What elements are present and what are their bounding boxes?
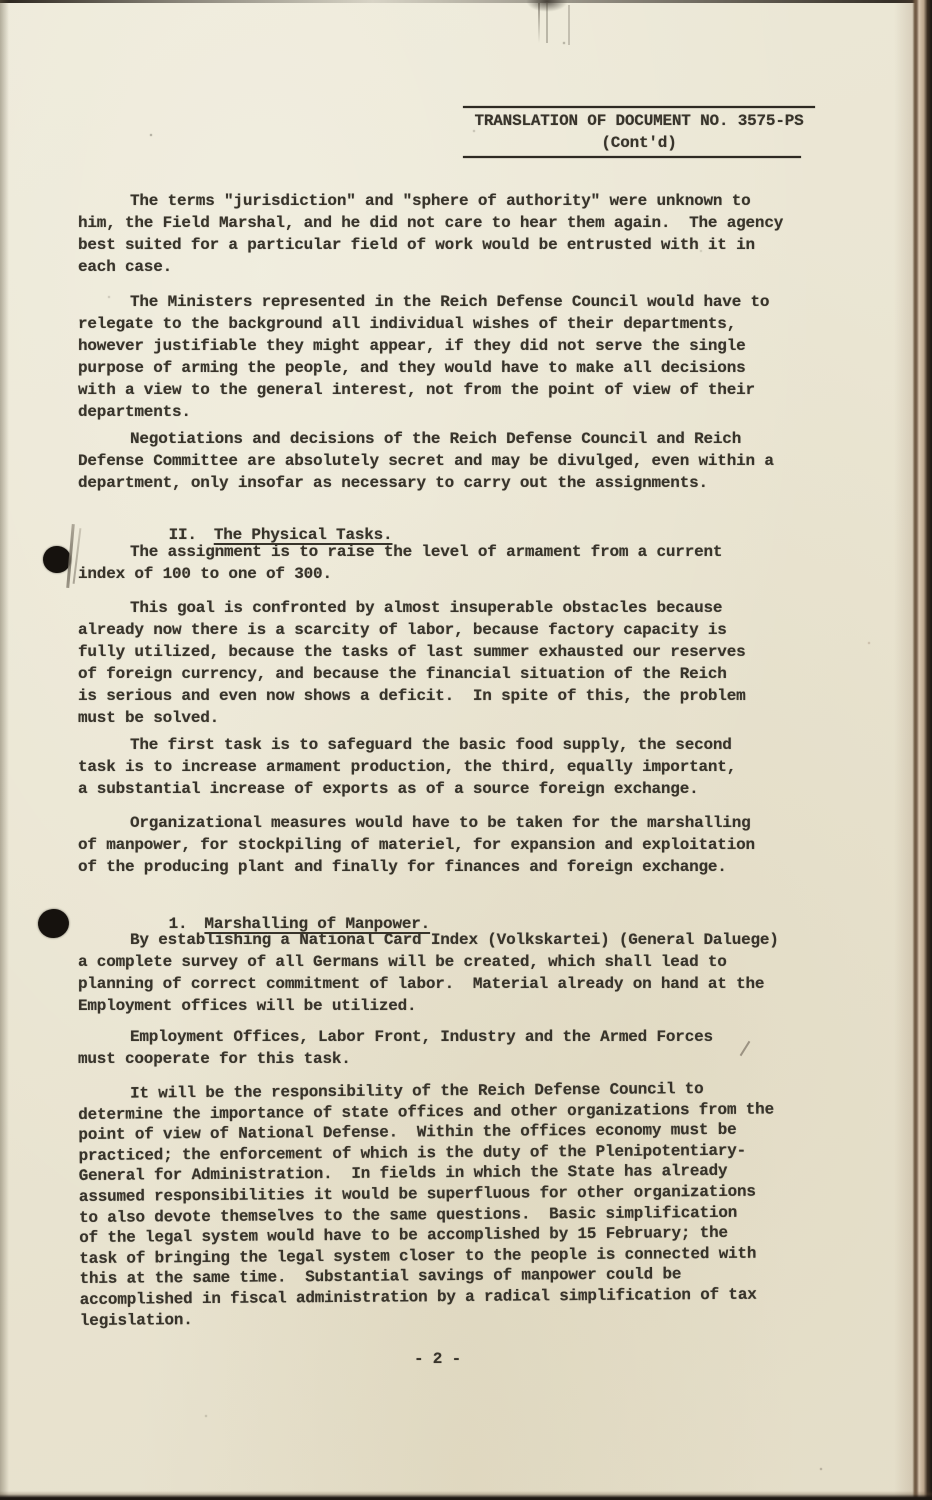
hole-punch-mark-bottom — [37, 907, 71, 939]
scan-edge-right — [894, 0, 932, 1500]
text-line: point of view of National Defense. Within the offices economy must be — [78, 1121, 737, 1145]
header-rule-bottom — [463, 156, 801, 158]
text-line: of the producing plant and finally for finances and foreign exchange. — [78, 858, 727, 876]
text-line: Employment Offices, Labor Front, Industry and the Armed Forces — [130, 1028, 713, 1046]
text-line: this at the same time. Substantial savings of manpower could be — [79, 1265, 682, 1289]
text-line: task is to increase armament production, the third, equally important, — [78, 758, 737, 776]
text-line: The first task is to safeguard the basic food supply, the second — [130, 736, 732, 754]
text-line: department, only insofar as necessary to carry out the assignments. — [78, 474, 708, 492]
text-line: a complete survey of all Germans will be created, which shall lead to — [78, 953, 727, 971]
text-line: Organizational measures would have to be taken for the marshalling — [130, 814, 751, 832]
paragraph-6 — [78, 734, 878, 800]
paragraph-5 — [78, 597, 878, 729]
document-title-contd: (Cont'd) — [601, 134, 677, 152]
document-header — [463, 106, 815, 158]
paragraph-9 — [78, 1026, 878, 1070]
scan-edge-top — [0, 0, 932, 3]
text-line: accomplished in fiscal administration by a radical simplification of tax — [79, 1285, 757, 1309]
text-line: By establishing a National Card Index (Volkskartei) (General Daluege) — [130, 931, 779, 949]
text-line: fully utilized, because the tasks of last summer exhausted our reserves — [78, 643, 746, 661]
text-line: This goal is confronted by almost insuperable obstacles because — [130, 599, 723, 617]
text-line: The assignment is to raise the level of armament from a current — [130, 543, 723, 561]
text-line: legislation. — [79, 1310, 193, 1330]
text-line: each case. — [78, 258, 173, 276]
text-line: determine the importance of state offices and other organizations from the — [78, 1100, 775, 1124]
paragraph-7 — [78, 812, 878, 878]
scan-edge-bottom — [0, 1491, 932, 1500]
text-line: with a view to the general interest, not from the point of view of their — [78, 381, 755, 399]
text-line: planning of correct commitment of labor. Material already on hand at the — [78, 975, 765, 993]
text-line: Negotiations and decisions of the Reich Defense Council and Reich — [130, 430, 742, 448]
page-number: - 2 - — [414, 1350, 462, 1368]
paragraph-4 — [78, 541, 878, 585]
subsection-number: 1. — [168, 915, 188, 933]
text-line: to also devote themselves to the same questions. Basic simplification — [78, 1203, 738, 1227]
scan-streaks-top — [538, 3, 540, 43]
section-number: II. — [168, 526, 197, 544]
text-line: is serious and even now shows a deficit. In spite of this, the problem — [78, 687, 746, 705]
text-line: Employment offices will be utilized. — [78, 997, 417, 1015]
text-line: must cooperate for this task. — [78, 1050, 351, 1068]
text-line: task of bringing the legal system closer to the people is connected with — [79, 1244, 757, 1268]
text-line: The terms "jurisdiction" and "sphere of authority" were unknown to — [130, 192, 751, 210]
subsection-title: Marshalling of Manpower. — [204, 915, 431, 933]
text-line: of manpower, for stockpiling of materiel, for expansion and exploitation — [78, 836, 755, 854]
paragraph-2 — [78, 291, 878, 423]
text-line: him, the Field Marshal, and he did not care to hear them again. The agency — [78, 214, 784, 232]
text-line: assumed responsibilities it would be superfluous for other organizations — [78, 1182, 756, 1206]
text-line: however justifiable they might appear, if they did not serve the single — [78, 337, 746, 355]
scan-edge-left — [0, 0, 9, 1500]
text-line: Defense Committee are absolutely secret and may be divulged, even within a — [78, 452, 774, 470]
text-line: departments. — [78, 403, 191, 421]
section-title: The Physical Tasks. — [213, 526, 393, 544]
text-line: index of 100 to one of 300. — [78, 565, 332, 583]
paragraph-8 — [78, 929, 878, 1017]
text-line: General for Administration. In fields in which the State has already — [78, 1162, 728, 1186]
paragraph-3 — [78, 428, 878, 494]
header-rule-top — [463, 106, 815, 108]
text-line: It will be the responsibility of the Reich Defense Council to — [130, 1080, 704, 1103]
text-line: already now there is a scarcity of labor, because factory capacity is — [78, 621, 727, 639]
text-line: must be solved. — [78, 709, 220, 727]
text-line: purpose of arming the people, and they would have to make all decisions — [78, 359, 746, 377]
paragraph-1 — [78, 190, 878, 278]
text-line: relegate to the background all individual wishes of their departments, — [78, 315, 737, 333]
paragraph-10 — [78, 1078, 880, 1331]
text-line: of foreign currency, and because the financial situation of the Reich — [78, 665, 727, 683]
text-line: a substantial increase of exports as of a source foreign exchange. — [78, 780, 699, 798]
text-line: The Ministers represented in the Reich Defense Council would have to — [130, 293, 770, 311]
document-title: TRANSLATION OF DOCUMENT NO. 3575-PS — [474, 112, 804, 130]
text-line: practiced; the enforcement of which is the duty of the Plenipotentiary- — [78, 1141, 747, 1165]
text-line: best suited for a particular field of work would be entrusted with it in — [78, 236, 755, 254]
text-line: of the legal system would have to be accomplished by 15 February; the — [79, 1224, 728, 1248]
